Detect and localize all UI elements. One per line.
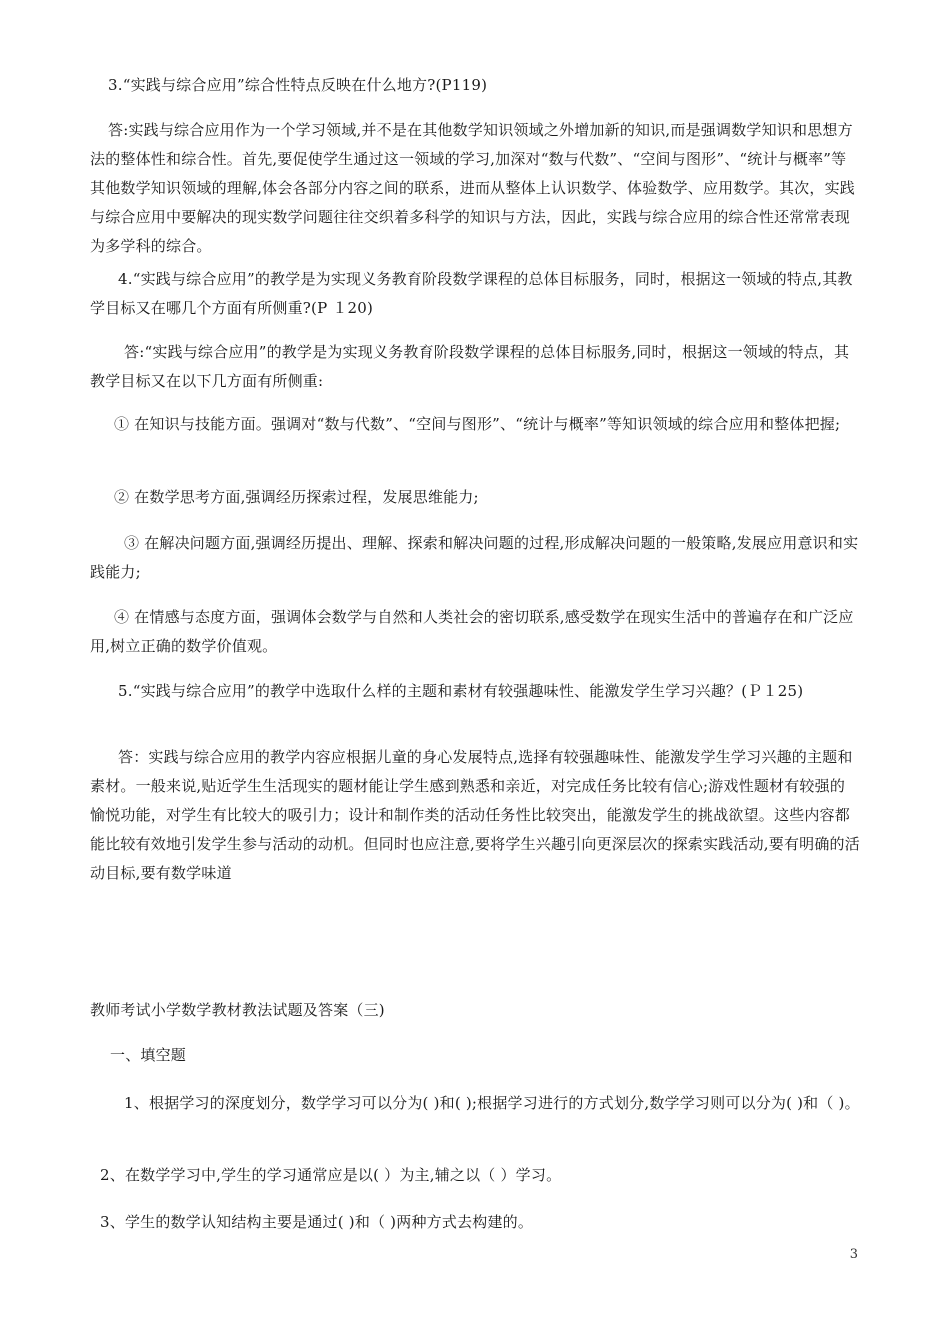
question-5: 5.“实践与综合应用”的教学中选取什么样的主题和素材有较强趣味性、能激发学生学习兴趣？(Ｐ１25) (118, 682, 804, 700)
fill-blank-question-2: 2、在数学学习中,学生的学习通常应是以( ）为主,辅之以（ ）学习。 (100, 1166, 562, 1184)
question-4: 4.“实践与综合应用”的教学是为实现义务教育阶段数学课程的总体目标服务，同时，根据这一领域的特点,其教学目标又在哪几个方面有所侧重?(P １20) (90, 270, 853, 317)
section-heading-fill-blank: 一、填空题 (110, 1046, 187, 1064)
section-title: 教师考试小学数学教材教法试题及答案（三) (90, 1001, 385, 1019)
question-3: 3.“实践与综合应用”综合性特点反映在什么地方?(P119) (108, 76, 488, 94)
answer-3: 答:实践与综合应用作为一个学习领域,并不是在其他数学知识领域之外增加新的知识,而是强调数学知识和思想方法的整体性和综合性。首先,要促使学生通过这一领域的学习,加深对“数与代数”、“空间与图形”、“统计与概率”等其他数学知识领域的理解,体会各部分内容之间的联系，进而从整体上认识数学、体验数学、应用数学。其次，实践与综合应用中要解决的现实数学问题往往交织着多科学的知识与方法，因此，实践与综合应用的综合性还常常表现为多学科的综合。 (90, 121, 855, 255)
answer-4-item-3: ③ 在解决问题方面,强调经历提出、理解、探索和解决问题的过程,形成解决问题的一般策略,发展应用意识和实践能力; (90, 534, 859, 581)
answer-5: 答：实践与综合应用的教学内容应根据儿童的身心发展特点,选择有较强趣味性、能激发学生学习兴趣的主题和素材。一般来说,贴近学生生活现实的题材能让学生感到熟悉和亲近，对完成任务比较有信心;游戏性题材有较强的愉悦功能，对学生有比较大的吸引力；设计和制作类的活动任务性比较突出，能激发学生的挑战欲望。这些内容都能比较有效地引发学生参与活动的动机。但同时也应注意,要将学生兴趣引向更深层次的探索实践活动,要有明确的活动目标,要有数学味道 (90, 748, 860, 882)
answer-4-item-4: ④ 在情感与态度方面，强调体会数学与自然和人类社会的密切联系,感受数学在现实生活中的普遍存在和广泛应用,树立正确的数学价值观。 (90, 608, 854, 655)
fill-blank-question-1: 1、根据学习的深度划分，数学学习可以分为( )和( );根据学习进行的方式划分,数学学习则可以分为( )和（ )。 (124, 1094, 860, 1112)
page-number: 3 (849, 1247, 858, 1262)
answer-4-item-2: ② 在数学思考方面,强调经历探索过程，发展思维能力; (114, 488, 479, 506)
answer-4-intro: 答:“实践与综合应用”的教学是为实现义务教育阶段数学课程的总体目标服务,同时，根据这一领域的特点，其教学目标又在以下几方面有所侧重: (90, 343, 850, 390)
fill-blank-question-3: 3、学生的数学认知结构主要是通过( )和（ )两种方式去构建的。 (100, 1213, 534, 1231)
answer-4-item-1: ① 在知识与技能方面。强调对“数与代数”、“空间与图形”、“统计与概率”等知识领域的综合应用和整体把握; (114, 415, 841, 433)
